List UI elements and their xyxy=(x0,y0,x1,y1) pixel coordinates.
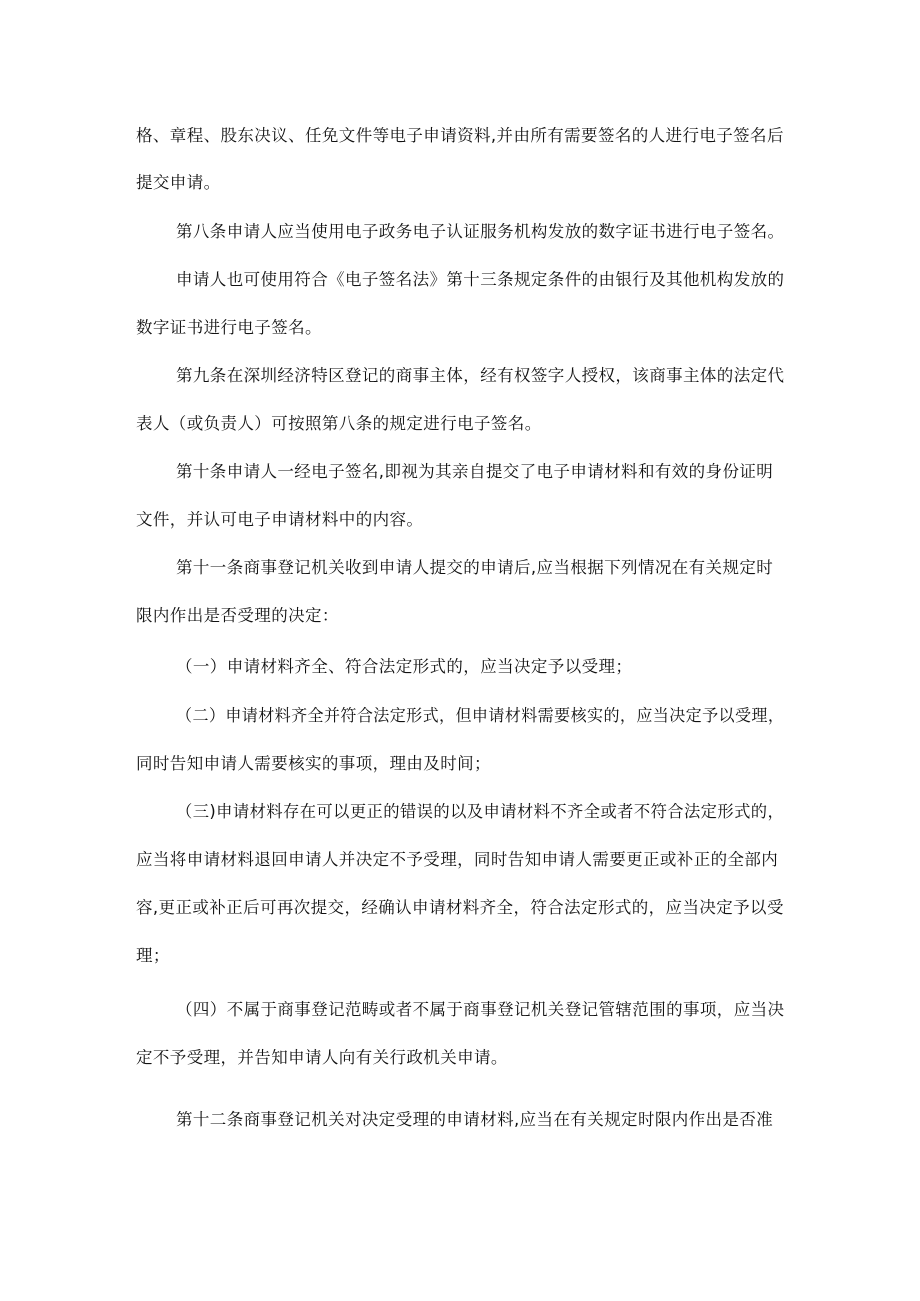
text-line: 理； xyxy=(136,946,170,965)
text-line: 第十二条商事登记机关对决定受理的申请材料,应当在有关规定时限内作出是否准 xyxy=(176,1110,774,1129)
text-line: 第十一条商事登记机关收到申请人提交的申请后,应当根据下列情况在有关规定时 xyxy=(176,558,774,577)
text-line: 定不予受理，并告知申请人向有关行政机关申请。 xyxy=(136,1048,508,1067)
text-line: （二）申请材料齐全并符合法定形式，但申请材料需要核实的，应当决定予以受理， xyxy=(176,706,785,725)
text-line: 限内作出是否受理的决定： xyxy=(136,606,339,625)
text-line: 同时告知申请人需要核实的事项，理由及时间； xyxy=(136,754,491,773)
text-line: 应当将申请材料退回申请人并决定不予受理，同时告知申请人需要更正或补正的全部内 xyxy=(136,850,779,869)
text-line: 第九条在深圳经济特区登记的商事主体，经有权签字人授权，该商事主体的法定代 xyxy=(176,366,785,385)
text-line: 第十条申请人一经电子签名,即视为其亲自提交了电子申请材料和有效的身份证明 xyxy=(176,462,774,481)
text-line: 数字证书进行电子签名。 xyxy=(136,318,322,337)
text-line: 第八条申请人应当使用电子政务电子认证服务机构发放的数字证书进行电子签名。 xyxy=(176,222,785,241)
text-line: 提交申请。 xyxy=(136,173,221,192)
text-line: 文件，并认可电子申请材料中的内容。 xyxy=(136,510,424,529)
text-line: （四）不属于商事登记范畴或者不属于商事登记机关登记管辖范围的事项，应当决 xyxy=(176,1000,785,1019)
text-line: 格、章程、股东决议、任免文件等电子申请资料,并由所有需要签名的人进行电子签名后 xyxy=(136,126,784,145)
text-line: （三)申请材料存在可以更正的错误的以及申请材料不齐全或者不符合法定形式的， xyxy=(176,802,785,821)
text-line: （一）申请材料齐全、符合法定形式的，应当决定予以受理； xyxy=(176,657,633,676)
text-line: 表人（或负责人）可按照第八条的规定进行电子签名。 xyxy=(136,414,542,433)
text-line: 申请人也可使用符合《电子签名法》第十三条规定条件的由银行及其他机构发放的 xyxy=(176,270,785,289)
text-line: 容,更正或补正后可再次提交，经确认申请材料齐全，符合法定形式的，应当决定予以受 xyxy=(136,898,784,917)
